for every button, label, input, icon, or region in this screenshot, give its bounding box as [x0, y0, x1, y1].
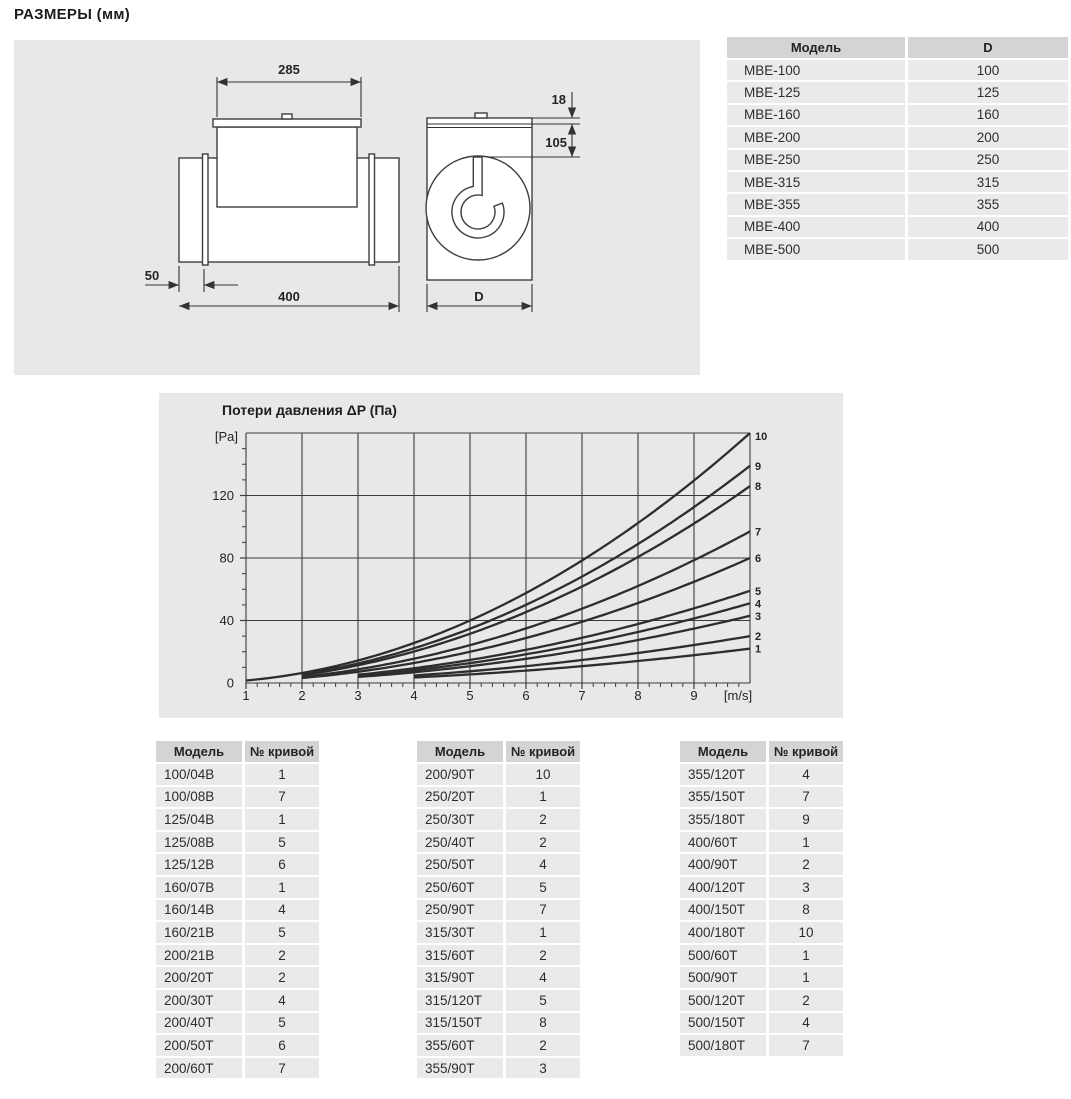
value-cell: 4 [506, 967, 580, 988]
value-cell: 2 [506, 832, 580, 853]
value-cell: 250 [908, 150, 1068, 170]
value-cell: 7 [769, 1035, 843, 1056]
table-row [417, 877, 580, 898]
value-cell: 6 [245, 854, 319, 875]
table-row [727, 127, 1068, 147]
flange-right [369, 154, 375, 265]
table-row [417, 787, 580, 808]
dim-D-label: D [474, 289, 484, 304]
value-cell: 4 [245, 900, 319, 921]
value-cell: 9 [769, 809, 843, 830]
value-cell: 4 [769, 764, 843, 785]
value-cell: 1 [506, 922, 580, 943]
column-header: D [908, 37, 1068, 58]
table-row [417, 1013, 580, 1034]
value-cell: 5 [506, 990, 580, 1011]
table-row [680, 900, 843, 921]
table-row [727, 194, 1068, 214]
dimensions-table [724, 35, 1071, 262]
model-cell: МВЕ-400 [727, 217, 905, 237]
value-cell: 8 [506, 1013, 580, 1034]
model-cell: 500/120Т [680, 990, 766, 1011]
table-row [417, 922, 580, 943]
table-row [417, 1035, 580, 1056]
table-row [680, 764, 843, 785]
table-row [156, 832, 319, 853]
header-row [417, 741, 580, 762]
model-cell: 500/150Т [680, 1013, 766, 1034]
drawing-panel [14, 40, 700, 375]
table-row [417, 832, 580, 853]
chart-label: 5 [755, 585, 762, 598]
table-row [156, 945, 319, 966]
column-header: Модель [417, 741, 503, 762]
model-cell: 100/04В [156, 764, 242, 785]
value-cell: 125 [908, 82, 1068, 102]
table-row [680, 922, 843, 943]
column-header: № кривой [245, 741, 319, 762]
pressure-chart-svg [159, 393, 843, 718]
curve-table-1 [153, 739, 322, 1080]
chart-label: 7 [755, 526, 762, 539]
dim-400-label: 400 [278, 289, 300, 304]
model-cell: 250/40Т [417, 832, 503, 853]
value-cell: 5 [506, 877, 580, 898]
model-cell: 250/30Т [417, 809, 503, 830]
chart-label: 9 [755, 460, 762, 473]
value-cell: 7 [506, 900, 580, 921]
column-header: Модель [156, 741, 242, 762]
model-cell: 355/120Т [680, 764, 766, 785]
model-cell: 200/40Т [156, 1013, 242, 1034]
table-row [156, 967, 319, 988]
curve-4 [358, 603, 750, 676]
table-row [417, 945, 580, 966]
table-row [680, 990, 843, 1011]
model-cell: 200/21В [156, 945, 242, 966]
chart-label: 6 [522, 688, 530, 703]
table-row [727, 172, 1068, 192]
value-cell: 1 [769, 832, 843, 853]
value-cell: 500 [908, 239, 1068, 259]
model-cell: 315/60Т [417, 945, 503, 966]
column-header: № кривой [506, 741, 580, 762]
curve-table-3 [677, 739, 846, 1058]
model-cell: 315/150Т [417, 1013, 503, 1034]
value-cell: 7 [245, 1058, 319, 1079]
value-cell: 160 [908, 105, 1068, 125]
model-cell: 250/60Т [417, 877, 503, 898]
value-cell: 3 [769, 877, 843, 898]
chart-label: 80 [219, 550, 234, 566]
model-cell: 200/50Т [156, 1035, 242, 1056]
chart-grid [240, 433, 750, 689]
value-cell: 1 [506, 787, 580, 808]
chart-label: [m/s] [723, 688, 753, 703]
chart-label: 120 [212, 488, 234, 503]
table-row [680, 809, 843, 830]
lid-screw [282, 114, 292, 119]
table-row [680, 787, 843, 808]
table-row [417, 990, 580, 1011]
model-cell: 125/08В [156, 832, 242, 853]
model-cell: 355/60Т [417, 1035, 503, 1056]
table-row [417, 854, 580, 875]
model-cell: МВЕ-355 [727, 194, 905, 214]
value-cell: 10 [769, 922, 843, 943]
table-row [156, 787, 319, 808]
table-row [417, 764, 580, 785]
chart-label: 10 [755, 431, 768, 443]
value-cell: 4 [245, 990, 319, 1011]
chart-label: 4 [755, 598, 762, 611]
lid-screw-front [475, 113, 487, 118]
model-cell: МВЕ-200 [727, 127, 905, 147]
table-row [156, 764, 319, 785]
chart-panel [159, 393, 843, 718]
model-cell: МВЕ-500 [727, 239, 905, 259]
header-row [727, 37, 1068, 58]
terminal-box-lid [213, 119, 361, 127]
value-cell: 1 [769, 945, 843, 966]
chart-label: 3 [755, 610, 762, 623]
table-row [156, 900, 319, 921]
table-row [680, 1013, 843, 1034]
value-cell: 1 [245, 809, 319, 830]
table-row [680, 945, 843, 966]
table-row [727, 239, 1068, 259]
model-cell: 200/20Т [156, 967, 242, 988]
model-cell: 500/180Т [680, 1035, 766, 1056]
table-row [727, 150, 1068, 170]
value-cell: 2 [506, 945, 580, 966]
model-cell: 355/180Т [680, 809, 766, 830]
table-row [727, 105, 1068, 125]
value-cell: 200 [908, 127, 1068, 147]
model-cell: 400/90Т [680, 854, 766, 875]
dim-18-label: 18 [551, 92, 566, 107]
pressure-curves [246, 431, 767, 681]
value-cell: 4 [769, 1013, 843, 1034]
table-row [156, 1013, 319, 1034]
model-cell: 250/50Т [417, 854, 503, 875]
table-row [680, 1035, 843, 1056]
table-row [156, 990, 319, 1011]
chart-label: 9 [690, 688, 698, 703]
terminal-box [217, 127, 357, 207]
chart-label: 8 [755, 481, 762, 494]
value-cell: 1 [245, 877, 319, 898]
curve-table-2 [414, 739, 583, 1080]
table-row [417, 1058, 580, 1079]
model-cell: 400/150Т [680, 900, 766, 921]
value-cell: 2 [506, 1035, 580, 1056]
curve-10 [246, 433, 750, 681]
chart-label: 6 [755, 553, 762, 565]
chart-label: 1 [755, 643, 762, 656]
model-cell: МВЕ-315 [727, 172, 905, 192]
column-header: Модель [680, 741, 766, 762]
duct-heater-drawing [14, 40, 700, 375]
chart-label: 4 [410, 688, 418, 703]
model-cell: 100/08В [156, 787, 242, 808]
model-cell: МВЕ-100 [727, 60, 905, 80]
chart-label: 0 [226, 675, 234, 691]
value-cell: 2 [769, 990, 843, 1011]
front-view [426, 92, 580, 312]
value-cell: 4 [506, 854, 580, 875]
value-cell: 5 [245, 922, 319, 943]
header-row [680, 741, 843, 762]
value-cell: 8 [769, 900, 843, 921]
value-cell: 1 [769, 967, 843, 988]
model-cell: 355/90Т [417, 1058, 503, 1079]
value-cell: 5 [245, 1013, 319, 1034]
value-cell: 355 [908, 194, 1068, 214]
dim-105-label: 105 [545, 135, 567, 150]
value-cell: 1 [245, 764, 319, 785]
chart-label: 40 [219, 613, 234, 628]
model-cell: 315/90Т [417, 967, 503, 988]
table-row [156, 809, 319, 830]
model-cell: 250/90Т [417, 900, 503, 921]
value-cell: 10 [506, 764, 580, 785]
flange-left [203, 154, 209, 265]
model-cell: 160/07В [156, 877, 242, 898]
table-row [156, 922, 319, 943]
table-row [727, 217, 1068, 237]
table-row [727, 60, 1068, 80]
table-row [417, 900, 580, 921]
chart-label: 1 [242, 688, 250, 703]
model-cell: МВЕ-250 [727, 150, 905, 170]
chart-label: 2 [755, 631, 762, 644]
chart-label: 2 [298, 688, 306, 703]
column-header: Модель [727, 37, 905, 58]
model-cell: 200/30Т [156, 990, 242, 1011]
value-cell: 2 [245, 967, 319, 988]
model-cell: 125/12В [156, 854, 242, 875]
model-cell: 160/14В [156, 900, 242, 921]
value-cell: 7 [245, 787, 319, 808]
model-cell: МВЕ-160 [727, 105, 905, 125]
table-row [156, 877, 319, 898]
value-cell: 400 [908, 217, 1068, 237]
model-cell: 400/180Т [680, 922, 766, 943]
table-row [727, 82, 1068, 102]
column-header: № кривой [769, 741, 843, 762]
value-cell: 315 [908, 172, 1068, 192]
model-cell: 315/120Т [417, 990, 503, 1011]
value-cell: 6 [245, 1035, 319, 1056]
side-view [145, 62, 399, 312]
model-cell: 315/30Т [417, 922, 503, 943]
table-row [417, 967, 580, 988]
chart-label: 7 [578, 688, 586, 703]
page-title: РАЗМЕРЫ (мм) [14, 6, 131, 23]
model-cell: 500/60Т [680, 945, 766, 966]
table-row [680, 854, 843, 875]
model-cell: 355/150Т [680, 787, 766, 808]
value-cell: 7 [769, 787, 843, 808]
model-cell: 200/90Т [417, 764, 503, 785]
model-cell: 500/90Т [680, 967, 766, 988]
chart-title: Потери давления ΔP (Па) [222, 402, 397, 418]
table-row [417, 809, 580, 830]
chart-label: 8 [634, 688, 642, 703]
value-cell: 2 [769, 854, 843, 875]
table-row [156, 854, 319, 875]
table-row [680, 967, 843, 988]
chart-label: [Pa] [214, 429, 238, 444]
value-cell: 2 [245, 945, 319, 966]
model-cell: 200/60Т [156, 1058, 242, 1079]
value-cell: 3 [506, 1058, 580, 1079]
header-row [156, 741, 319, 762]
chart-label: 5 [466, 688, 474, 703]
dim-50-label: 50 [144, 268, 160, 283]
model-cell: 160/21В [156, 922, 242, 943]
model-cell: 400/60Т [680, 832, 766, 853]
value-cell: 100 [908, 60, 1068, 80]
value-cell: 5 [245, 832, 319, 853]
table-row [680, 832, 843, 853]
model-cell: 125/04В [156, 809, 242, 830]
dim-285-label: 285 [278, 62, 300, 77]
table-row [156, 1035, 319, 1056]
table-row [680, 877, 843, 898]
table-row [156, 1058, 319, 1079]
chart-label: 3 [354, 688, 362, 703]
value-cell: 2 [506, 809, 580, 830]
model-cell: 400/120Т [680, 877, 766, 898]
model-cell: 250/20Т [417, 787, 503, 808]
model-cell: МВЕ-125 [727, 82, 905, 102]
